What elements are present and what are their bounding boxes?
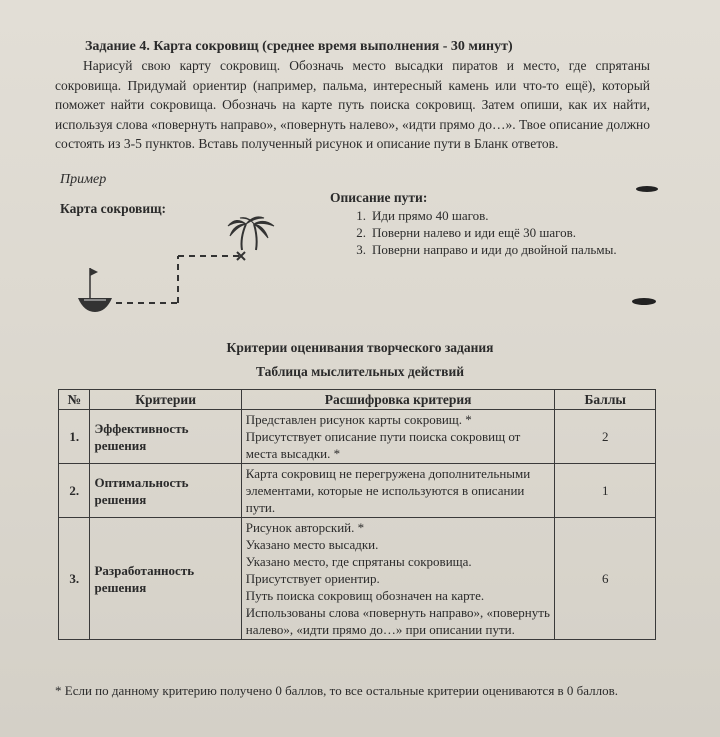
list-item [330, 224, 620, 241]
task-instructions [55, 56, 650, 154]
route-steps [330, 207, 620, 258]
task-instructions-text: Нарисуй свою карту сокровищ. Обозначь место высадки пиратов и место, где спрятаны сокровища. Придумай ориентир (например, пальма, интересный камень или что-то ещё), который поможет найти сокровища. Обозначь на карте путь поиска сокровищ. Затем опиши, как их найти, используя слова «повернуть направо», «повернуть налево», «идти прямо до…». Твое описание должно состоять из 3-5 пунктов. Вставь полученный рисунок и описание пути в Бланк ответов. [55, 58, 650, 151]
col-header-number: № [59, 390, 90, 410]
task-heading: Задание 4. Карта сокровищ (среднее время выполнения - 30 минут) [85, 39, 513, 54]
row-number: 2. [59, 464, 90, 518]
table-row [59, 410, 656, 464]
criterion-line: Указано место, где спрятаны сокровища. [245, 554, 472, 569]
step-text: Иди прямо 40 шагов. [372, 208, 489, 223]
col-header-points: Баллы [555, 390, 656, 410]
footnote: * Если по данному критерию получено 0 баллов, то все остальные критерии оцениваются в 0 баллов. [55, 683, 619, 698]
criterion-line: Использованы слова «повернуть направо», «повернуть налево», «идти прямо до…» при описании пути. [245, 605, 550, 637]
criterion-line: Присутствует ориентир. [245, 571, 380, 586]
step-text: Поверни направо и иди до двойной пальмы. [372, 242, 617, 257]
description-title: Описание пути: [330, 190, 428, 205]
col-header-description: Расшифровка критерия [241, 390, 555, 410]
criteria-title: Критерии оценивания творческого задания [226, 340, 494, 355]
criterion-description [241, 464, 555, 518]
row-number: 3. [59, 518, 90, 640]
table-title: Таблица мыслительных действий [255, 364, 465, 379]
table-row [59, 518, 656, 640]
criterion-line: Представлен рисунок карты сокровищ. * [245, 412, 472, 427]
table-row [59, 464, 656, 518]
list-item [330, 207, 620, 224]
criterion-points: 1 [555, 464, 656, 518]
col-header-criteria: Критерии [90, 390, 241, 410]
criterion-name: Оптимальность решения [90, 464, 241, 518]
criterion-line: Указано место высадки. [245, 537, 379, 552]
step-number: 1. [356, 208, 366, 223]
criterion-line: Рисунок авторский. * [245, 520, 365, 535]
step-text: Поверни налево и иди ещё 30 шагов. [372, 225, 576, 240]
treasure-map-drawing [70, 210, 300, 320]
double-palm-icon [228, 217, 274, 250]
ink-smudge [636, 186, 658, 192]
criterion-line: Карта сокровищ не перегружена дополнительными элементами, которые не используются в описании пути. [245, 466, 531, 515]
criterion-description [241, 518, 555, 640]
ink-smudge [632, 298, 656, 305]
boat-icon [78, 268, 112, 312]
criterion-description [241, 410, 555, 464]
criteria-table [58, 389, 656, 640]
criterion-points: 6 [555, 518, 656, 640]
row-number: 1. [59, 410, 90, 464]
criterion-points: 2 [555, 410, 656, 464]
map-title: Карта сокровищ: [60, 201, 167, 216]
step-number: 3. [356, 242, 366, 257]
list-item [330, 241, 620, 258]
table-header-row [59, 390, 656, 410]
criterion-name: Разработанность решения [90, 518, 241, 640]
example-label: Пример [60, 172, 107, 187]
criterion-name: Эффективность решения [90, 410, 241, 464]
step-number: 2. [356, 225, 366, 240]
criterion-line: Присутствует описание пути поиска сокровищ от места высадки. * [245, 429, 521, 461]
criterion-line: Путь поиска сокровищ обозначен на карте. [245, 588, 485, 603]
route-path [116, 256, 240, 303]
